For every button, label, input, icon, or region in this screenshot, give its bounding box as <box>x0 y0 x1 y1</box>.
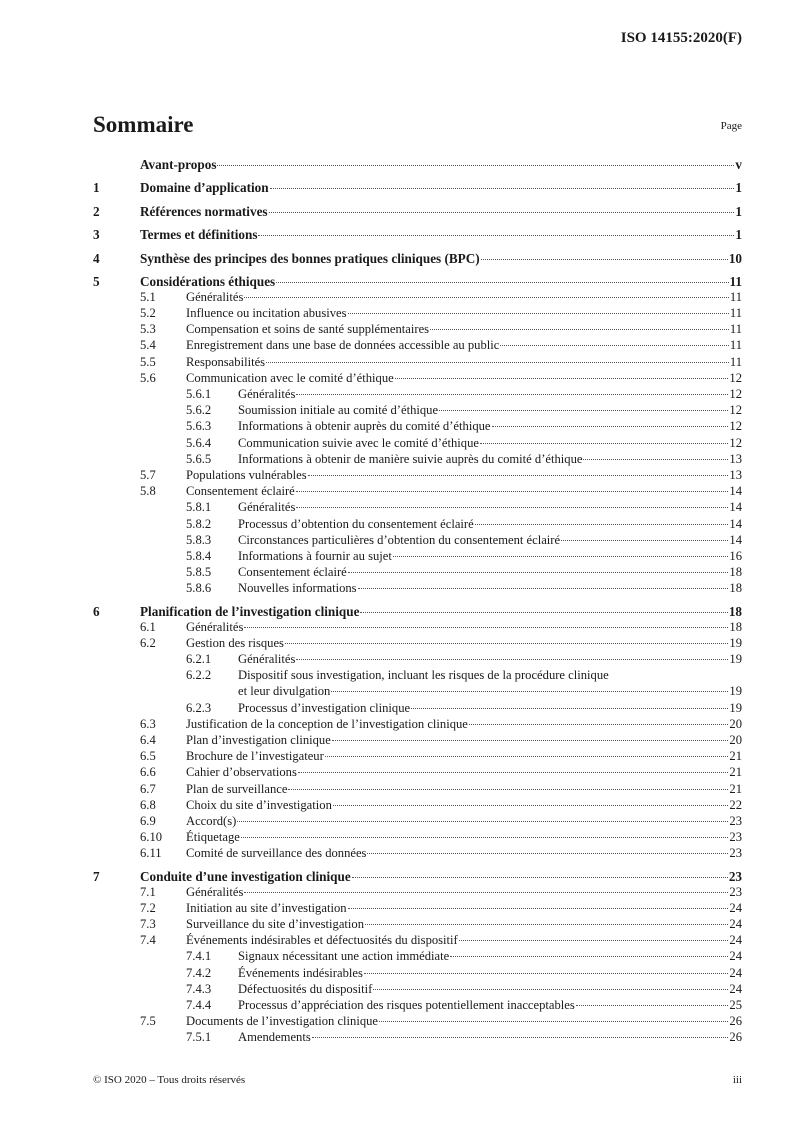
dot-leader <box>237 821 728 822</box>
toc-entry-title: Avant-propos <box>140 157 217 172</box>
dot-leader <box>411 708 728 709</box>
toc-entry[interactable] <box>93 781 742 797</box>
toc-entry-page: 12 <box>729 370 742 385</box>
dot-leader <box>360 612 727 613</box>
dot-leader <box>352 877 728 878</box>
toc-entry[interactable] <box>93 845 742 861</box>
toc-entry-page: 12 <box>729 387 742 401</box>
toc-entry[interactable] <box>93 748 742 764</box>
toc-entry-page: 21 <box>729 781 742 796</box>
toc-entry-page: 11 <box>729 338 742 353</box>
toc-entry[interactable] <box>93 884 742 900</box>
toc-entry-page: 13 <box>729 451 742 466</box>
toc-entry-title: Circonstances particulières d’obtention du consentement éclairé <box>238 532 561 547</box>
toc-entry[interactable] <box>93 732 742 748</box>
dot-leader <box>450 956 728 957</box>
toc-entry-title: Événements indésirables et défectuosités du dispositif <box>186 933 458 948</box>
dot-leader <box>285 643 728 644</box>
toc-entry[interactable] <box>93 635 742 651</box>
toc-entry[interactable] <box>93 227 742 243</box>
toc-entry[interactable] <box>93 797 742 813</box>
toc-entry-number: 5.1 <box>140 289 156 304</box>
dot-leader <box>393 556 729 557</box>
toc-entry-page: 12 <box>729 419 742 434</box>
toc-entry[interactable] <box>93 548 742 564</box>
toc-entry-page: 24 <box>729 917 742 931</box>
toc-entry[interactable] <box>93 651 742 667</box>
dot-leader <box>244 892 728 893</box>
table-of-contents <box>93 157 742 1046</box>
toc-entry-number: 7.2 <box>140 900 156 915</box>
toc-entry-number: 6.2.1 <box>186 652 212 666</box>
toc-entry[interactable] <box>93 204 742 220</box>
toc-entry-title: Généralités <box>238 500 296 515</box>
toc-entry[interactable] <box>93 900 742 916</box>
toc-entry[interactable] <box>93 869 742 885</box>
toc-entry[interactable] <box>93 157 742 173</box>
toc-entry[interactable] <box>93 948 742 964</box>
toc-entry-page: 18 <box>729 619 742 634</box>
toc-entry-title: Signaux nécessitant une action immédiate <box>238 949 450 964</box>
dot-leader <box>348 313 729 314</box>
toc-entry-number: 6.10 <box>140 830 163 845</box>
dot-leader <box>333 805 729 806</box>
toc-entry-title: Étiquetage <box>186 830 240 845</box>
toc-entry-number: 5.8 <box>140 484 156 499</box>
dot-leader <box>480 443 728 444</box>
toc-entry[interactable] <box>93 180 742 196</box>
toc-entry-number: 7.1 <box>140 884 156 899</box>
toc-entry-number: 6.6 <box>140 765 156 780</box>
dot-leader <box>325 756 729 757</box>
toc-entry-number: 5.8.6 <box>186 581 212 596</box>
toc-entry-number: 5.2 <box>140 306 156 321</box>
toc-entry-title: Processus d’appréciation des risques potentiellement inacceptables <box>238 997 575 1012</box>
toc-entry-number: 7.4 <box>140 933 156 948</box>
toc-entry-title: Populations vulnérables <box>186 467 307 482</box>
dot-leader <box>331 691 728 692</box>
toc-entry[interactable] <box>93 467 742 483</box>
toc-entry-page: 1 <box>735 203 742 219</box>
footer-page-number: iii <box>732 1074 742 1086</box>
toc-entry-page: 24 <box>729 900 742 915</box>
toc-entry-number: 6 <box>93 603 100 619</box>
dot-leader <box>430 329 729 330</box>
toc-entry-number: 5.3 <box>140 322 156 337</box>
toc-entry-page: 20 <box>729 732 742 747</box>
toc-entry-page: 23 <box>729 846 742 861</box>
dot-leader <box>270 188 735 189</box>
toc-entry[interactable] <box>93 916 742 932</box>
document-identifier: ISO 14155:2020(F) <box>620 30 742 46</box>
dot-leader <box>296 507 728 508</box>
toc-entry-title: Influence ou incitation abusives <box>186 306 347 321</box>
toc-entry-title: Soumission initiale au comité d’éthique <box>238 403 439 418</box>
dot-leader <box>481 259 728 260</box>
dot-leader <box>244 627 728 628</box>
toc-entry-number: 5.6 <box>140 370 156 385</box>
toc-entry-number: 7.4.1 <box>186 949 212 964</box>
dot-leader <box>459 940 729 941</box>
toc-entry-number: 7 <box>93 868 100 884</box>
toc-entry-title: Processus d’obtention du consentement éclairé <box>238 516 474 531</box>
toc-entry-title: Synthèse des principes des bonnes pratiques cliniques (BPC) <box>140 250 480 266</box>
toc-entry[interactable] <box>93 418 742 434</box>
toc-entry-title: Conduite d’une investigation clinique <box>140 868 351 884</box>
dot-leader <box>439 410 728 411</box>
toc-entry[interactable] <box>93 337 742 353</box>
dot-leader <box>348 908 729 909</box>
toc-entry-number: 5.6.5 <box>186 451 212 466</box>
dot-leader <box>364 973 729 974</box>
toc-entry[interactable] <box>93 619 742 635</box>
toc-entry-page: 24 <box>729 981 742 996</box>
toc-entry[interactable] <box>93 981 742 997</box>
toc-entry-number: 5.5 <box>140 354 156 369</box>
toc-entry-title: Domaine d’application <box>140 180 269 196</box>
toc-entry[interactable] <box>93 321 742 337</box>
toc-entry-page: 16 <box>729 548 742 563</box>
toc-entry-page: 26 <box>729 1014 742 1029</box>
toc-entry-title: Processus d’investigation clinique <box>238 700 411 715</box>
toc-entry-page: 10 <box>728 250 742 266</box>
toc-entry[interactable] <box>93 305 742 321</box>
toc-entry[interactable] <box>93 667 742 683</box>
dot-leader <box>241 837 729 838</box>
toc-entry-title: Considérations éthiques <box>140 273 276 289</box>
toc-entry-number: 5.8.5 <box>186 565 212 580</box>
dot-leader <box>576 1005 729 1006</box>
dot-leader <box>332 740 729 741</box>
toc-entry-title: Défectuosités du dispositif <box>238 981 373 996</box>
toc-entry[interactable] <box>93 532 742 548</box>
toc-entry-number: 7.4.4 <box>186 997 212 1012</box>
toc-entry[interactable] <box>93 965 742 981</box>
toc-entry-number: 5.6.1 <box>186 387 212 401</box>
toc-entry-title: Événements indésirables <box>238 965 363 980</box>
toc-entry-number: 7.3 <box>140 917 156 931</box>
toc-entry-title: Documents de l’investigation clinique <box>186 1014 379 1029</box>
toc-entry-number: 6.1 <box>140 619 156 634</box>
dot-leader <box>296 491 729 492</box>
toc-entry[interactable] <box>93 386 742 402</box>
toc-entry[interactable] <box>93 354 742 370</box>
toc-entry-page: 23 <box>729 813 742 828</box>
toc-entry-number: 7.4.2 <box>186 965 212 980</box>
dot-leader <box>500 345 729 346</box>
toc-entry-page: 21 <box>729 749 742 764</box>
toc-entry-number: 5.8.2 <box>186 516 212 531</box>
toc-entry-number: 6.7 <box>140 781 156 796</box>
toc-entry-page: 24 <box>729 965 742 980</box>
toc-entry-number: 7.5 <box>140 1014 156 1029</box>
page-title: Sommaire <box>93 112 194 137</box>
toc-entry-title: Planification de l’investigation clinique <box>140 603 360 619</box>
toc-entry[interactable] <box>93 451 742 467</box>
toc-entry-title: Communication suivie avec le comité d’éthique <box>238 435 479 450</box>
toc-entry-title: Justification de la conception de l’investigation clinique <box>186 716 468 731</box>
toc-entry[interactable] <box>93 289 742 305</box>
toc-entry-number: 6.2 <box>140 635 156 650</box>
toc-entry-page: 18 <box>729 565 742 580</box>
toc-entry[interactable] <box>93 435 742 451</box>
dot-leader <box>296 394 728 395</box>
toc-entry-page: 14 <box>729 484 742 499</box>
toc-entry-number: 1 <box>93 180 100 196</box>
toc-entry-page: 1 <box>735 180 742 196</box>
toc-entry-page: 14 <box>729 516 742 531</box>
dot-leader <box>312 1037 729 1038</box>
toc-entry-title: Communication avec le comité d’éthique <box>186 370 394 385</box>
dot-leader <box>469 724 729 725</box>
toc-entry-page: 14 <box>729 532 742 547</box>
toc-entry[interactable] <box>93 997 742 1013</box>
toc-entry-page: 19 <box>729 635 742 650</box>
toc-entry-page: 23 <box>728 868 742 884</box>
toc-entry-page: 13 <box>729 467 742 482</box>
toc-entry-page: 14 <box>729 500 742 515</box>
toc-entry[interactable] <box>93 251 742 267</box>
toc-entry-title: Consentement éclairé <box>238 565 347 580</box>
dot-leader <box>296 659 728 660</box>
toc-entry-title: Initiation au site d’investigation <box>186 900 347 915</box>
toc-entry-page: 11 <box>729 322 742 337</box>
toc-entry[interactable] <box>93 829 742 845</box>
toc-entry-page: v <box>735 157 742 172</box>
dot-leader <box>367 853 728 854</box>
toc-entry[interactable] <box>93 1029 742 1045</box>
toc-entry-page: 24 <box>729 949 742 964</box>
toc-entry-page: 11 <box>729 354 742 369</box>
toc-entry-page: 20 <box>729 716 742 731</box>
toc-entry-number: 5.7 <box>140 467 156 482</box>
toc-entry[interactable] <box>93 370 742 386</box>
dot-leader <box>288 789 728 790</box>
toc-entry-page: 1 <box>735 227 742 243</box>
toc-entry-number: 5.4 <box>140 338 156 353</box>
toc-entry-page: 22 <box>729 797 742 812</box>
dot-leader <box>348 572 729 573</box>
dot-leader <box>395 378 729 379</box>
toc-entry-title: Amendements <box>238 1030 311 1045</box>
toc-entry-title: Généralités <box>238 652 296 666</box>
toc-entry-title: Généralités <box>186 289 244 304</box>
toc-entry[interactable] <box>93 813 742 829</box>
toc-entry[interactable] <box>93 764 742 780</box>
dot-leader <box>217 165 734 166</box>
toc-entry-page: 24 <box>729 933 742 948</box>
toc-entry-page: 23 <box>729 884 742 899</box>
toc-entry-title: Surveillance du site d’investigation <box>186 917 365 931</box>
toc-entry[interactable] <box>93 564 742 580</box>
toc-entry-number: 6.3 <box>140 716 156 731</box>
toc-entry-number: 6.9 <box>140 813 156 828</box>
toc-entry-title: Références normatives <box>140 203 268 219</box>
toc-entry-number: 5.8.3 <box>186 532 212 547</box>
toc-entry[interactable] <box>93 580 742 596</box>
toc-entry-page: 12 <box>729 403 742 418</box>
dot-leader <box>379 1021 728 1022</box>
footer-copyright: © ISO 2020 – Tous droits réservés <box>93 1074 246 1086</box>
toc-entry-title: Gestion des risques <box>186 635 284 650</box>
toc-entry-title: Généralités <box>186 884 244 899</box>
toc-entry[interactable] <box>93 604 742 620</box>
toc-entry-number: 6.2.2 <box>186 668 212 683</box>
dot-leader <box>244 297 729 298</box>
toc-entry-title: Généralités <box>186 619 244 634</box>
toc-entry[interactable] <box>93 700 742 716</box>
toc-entry-title: Informations à fournir au sujet <box>238 548 392 563</box>
toc-entry-number: 7.4.3 <box>186 981 212 996</box>
toc-entry-page: 11 <box>729 273 742 289</box>
toc-entry-title-continued: et leur divulgation <box>238 684 331 699</box>
toc-entry-number: 6.8 <box>140 797 156 812</box>
dot-leader <box>276 282 728 283</box>
dot-leader <box>492 426 729 427</box>
toc-entry-number: 6.4 <box>140 732 156 747</box>
dot-leader <box>358 588 729 589</box>
toc-entry-page: 18 <box>729 581 742 596</box>
toc-entry[interactable] <box>93 483 742 499</box>
toc-entry-title: Choix du site d’investigation <box>186 797 332 812</box>
toc-entry-title: Enregistrement dans une base de données accessible au public <box>186 338 500 353</box>
toc-entry-title: Cahier d’observations <box>186 765 297 780</box>
toc-entry[interactable] <box>93 932 742 948</box>
toc-entry-number: 2 <box>93 203 100 219</box>
dot-leader <box>365 924 728 925</box>
toc-entry-title: Informations à obtenir auprès du comité d’éthique <box>238 419 491 434</box>
toc-entry-title: Termes et définitions <box>140 227 258 243</box>
dot-leader <box>561 540 728 541</box>
toc-entry-title: Généralités <box>238 387 296 401</box>
toc-entry-title: Accord(s) <box>186 813 237 828</box>
toc-entry-number: 3 <box>93 227 100 243</box>
dot-leader <box>308 475 729 476</box>
toc-entry-page: 18 <box>728 603 742 619</box>
toc-entry-number: 6.5 <box>140 749 156 764</box>
toc-entry[interactable] <box>93 402 742 418</box>
toc-entry[interactable] <box>93 1013 742 1029</box>
toc-entry-title: Plan d’investigation clinique <box>186 732 331 747</box>
toc-entry-number: 5.8.4 <box>186 548 212 563</box>
toc-entry-title: Informations à obtenir de manière suivie auprès du comité d’éthique <box>238 451 583 466</box>
toc-entry-number: 7.5.1 <box>186 1030 212 1045</box>
toc-entry[interactable] <box>93 499 742 515</box>
dot-leader <box>583 459 728 460</box>
toc-entry-page: 11 <box>729 289 742 304</box>
dot-leader <box>298 772 729 773</box>
toc-entry-title: Brochure de l’investigateur <box>186 749 324 764</box>
dot-leader <box>475 524 729 525</box>
dot-leader <box>269 212 735 213</box>
toc-entry-page: 19 <box>729 652 742 666</box>
toc-entry-page: 25 <box>729 997 742 1012</box>
toc-entry-number: 5 <box>93 273 100 289</box>
toc-entry-page: 19 <box>729 684 742 699</box>
toc-entry-page: 21 <box>729 765 742 780</box>
toc-entry-number: 4 <box>93 250 100 266</box>
toc-entry-number: 5.6.2 <box>186 403 212 418</box>
toc-entry-page: 26 <box>729 1030 742 1045</box>
toc-entry-title: Consentement éclairé <box>186 484 295 499</box>
toc-entry-title: Nouvelles informations <box>238 581 357 596</box>
toc-entry[interactable] <box>93 716 742 732</box>
dot-leader <box>258 235 734 236</box>
toc-entry-title: Compensation et soins de santé supplémentaires <box>186 322 430 337</box>
toc-entry-number: 6.11 <box>140 846 162 861</box>
toc-entry-title: Comité de surveillance des données <box>186 846 367 861</box>
toc-entry-number: 6.2.3 <box>186 700 212 715</box>
toc-entry-number: 5.6.4 <box>186 435 212 450</box>
toc-entry-continuation <box>93 683 742 699</box>
page-column-label: Page <box>720 120 742 132</box>
toc-entry-page: 11 <box>729 306 742 321</box>
toc-entry-number: 5.6.3 <box>186 419 212 434</box>
toc-entry[interactable] <box>93 274 742 290</box>
toc-entry-page: 12 <box>729 435 742 450</box>
toc-entry-title: Dispositif sous investigation, incluant les risques de la procédure clinique <box>238 668 609 683</box>
dot-leader <box>266 362 729 363</box>
toc-entry-page: 19 <box>729 700 742 715</box>
toc-entry-title: Plan de surveillance <box>186 781 288 796</box>
dot-leader <box>373 989 728 990</box>
toc-entry-title: Responsabilités <box>186 354 266 369</box>
toc-entry-number: 5.8.1 <box>186 500 212 515</box>
toc-entry-page: 23 <box>729 830 742 845</box>
toc-entry[interactable] <box>93 516 742 532</box>
